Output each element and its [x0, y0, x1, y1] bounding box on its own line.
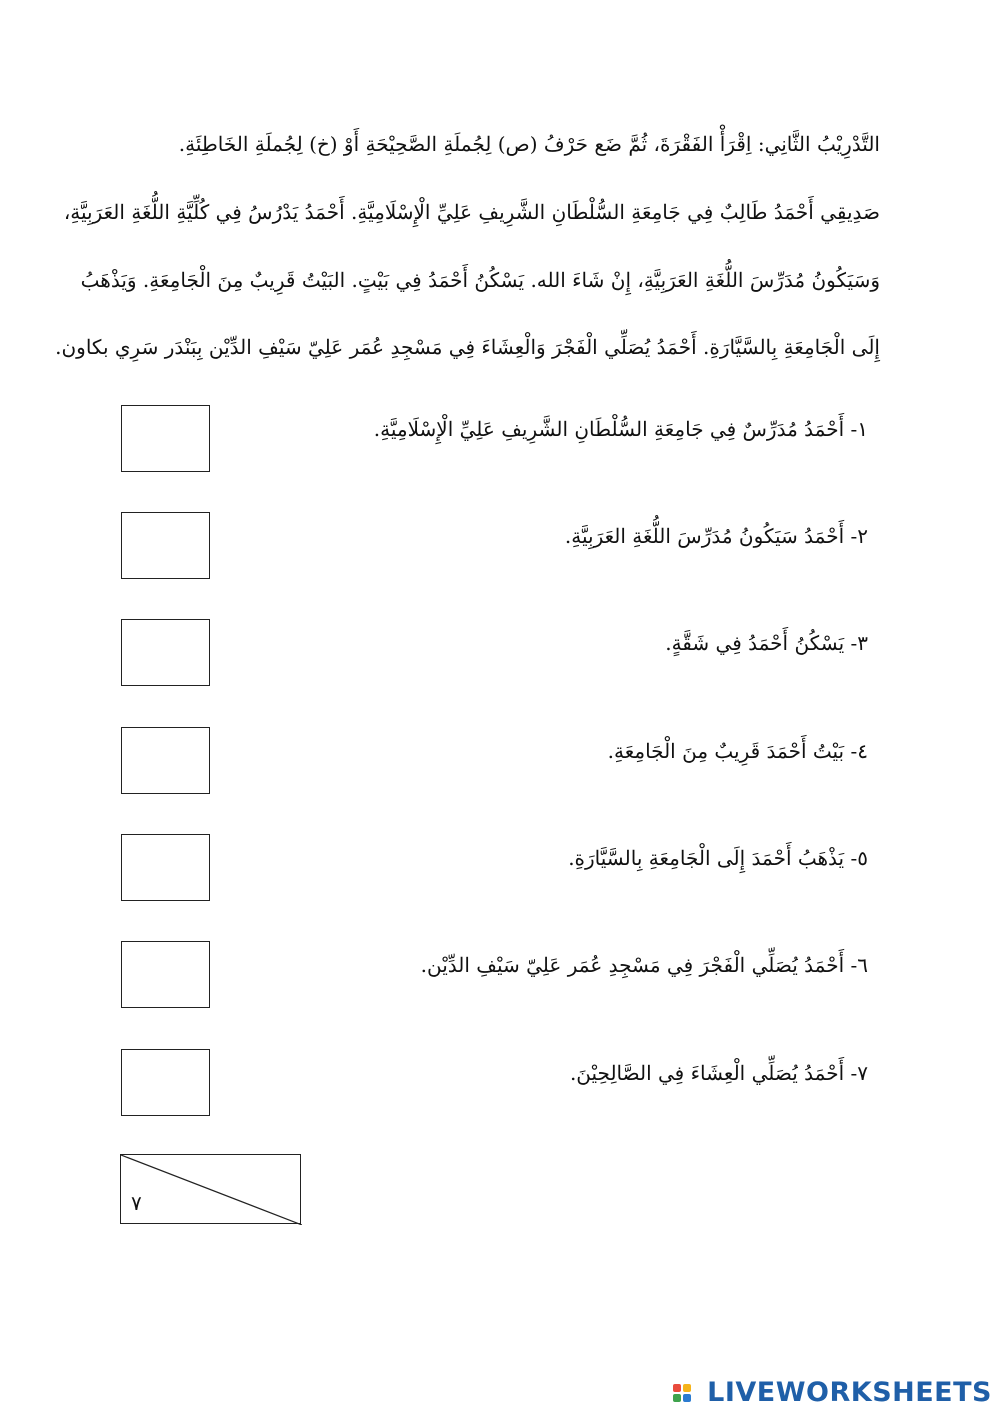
question-7-text: ٧- أَحْمَدُ يُصَلِّي الْعِشَاءَ فِي الصَّالِحِيْنَ. [569, 1061, 868, 1085]
question-4-text: ٤- بَيْتُ أَحْمَدَ قَرِيبٌ مِنَ الْجَامِعَةِ. [607, 739, 868, 763]
answer-box-2[interactable] [121, 512, 210, 579]
answer-box-7[interactable] [121, 1049, 210, 1116]
logo-square-green [673, 1394, 681, 1402]
question-3-text: ٣- يَسْكُنُ أَحْمَدُ فِي شَقَّةٍ. [665, 631, 868, 655]
answer-box-5[interactable] [121, 834, 210, 901]
paragraph-line: وَسَيَكُونُ مُدَرِّسَ اللُّغَةِ العَرَبِيَّةِ، إِنْ شَاءَ الله. يَسْكُنُ أَحْمَدُ فِي بَيْتٍ. البَيْتُ قَرِيبٌ مِنَ الْجَامِعَةِ. وَيَذْهَبُ [80, 268, 880, 292]
score-box [120, 1154, 301, 1224]
answer-box-1[interactable] [121, 405, 210, 472]
score-diagonal [121, 1155, 302, 1225]
answer-box-3[interactable] [121, 619, 210, 686]
question-6-text: ٦- أَحْمَدُ يُصَلِّي الْفَجْرَ فِي مَسْجِدِ عُمَر عَلِيّ سَيْفِ الدِّيْن. [420, 953, 868, 977]
liveworksheets-logo-icon [673, 1380, 703, 1406]
liveworksheets-branding [673, 1377, 992, 1409]
logo-square-blue [683, 1394, 691, 1402]
exercise-instruction: التَّدْرِيْبُ الثَّانِي: اِقْرَأْ الفَقْرَةَ، ثُمَّ ضَع حَرْفُ (ص) لِجُملَةِ الصَّحِيْحَةِ أَوْ (خ) لِجُملَةِ الخَاطِئَةِ. [178, 132, 880, 156]
logo-square-red [673, 1384, 681, 1392]
answer-box-6[interactable] [121, 941, 210, 1008]
paragraph-line: إِلَى الْجَامِعَةِ بِالسَّيَّارَةِ. أَحْمَدُ يُصَلِّي الْفَجْرَ وَالْعِشَاءَ فِي مَسْجِدِ عُمَر عَلِيّ سَيْفِ الدِّيْن بِبَنْدَر سَرِي بكاون. [55, 335, 880, 359]
question-1-text: ١- أَحْمَدُ مُدَرِّسٌ فِي جَامِعَةِ السُّلْطَانِ الشَّرِيفِ عَلِيِّ الْإِسْلَامِيَّةِ. [373, 417, 868, 441]
answer-box-4[interactable] [121, 727, 210, 794]
score-total: ٧ [131, 1191, 142, 1215]
question-2-text: ٢- أَحْمَدُ سَيَكُونُ مُدَرِّسَ اللُّغَةِ العَرَبِيَّةِ. [564, 524, 868, 548]
liveworksheets-wordmark: LIVEWORKSHEETS [707, 1377, 992, 1408]
question-5-text: ٥- يَذْهَبُ أَحْمَدَ إِلَى الْجَامِعَةِ بِالسَّيَّارَةِ. [568, 846, 868, 870]
paragraph-line: صَدِيقِي أَحْمَدُ طَالِبٌ فِي جَامِعَةِ السُّلْطَانِ الشَّرِيفِ عَلِيِّ الْإِسْلَامِيَّةِ. أَحْمَدُ يَدْرُسُ فِي كُلِّيَّةِ اللُّغَةِ العَرَبِيَّةِ، [63, 200, 880, 224]
logo-square-yellow [683, 1384, 691, 1392]
